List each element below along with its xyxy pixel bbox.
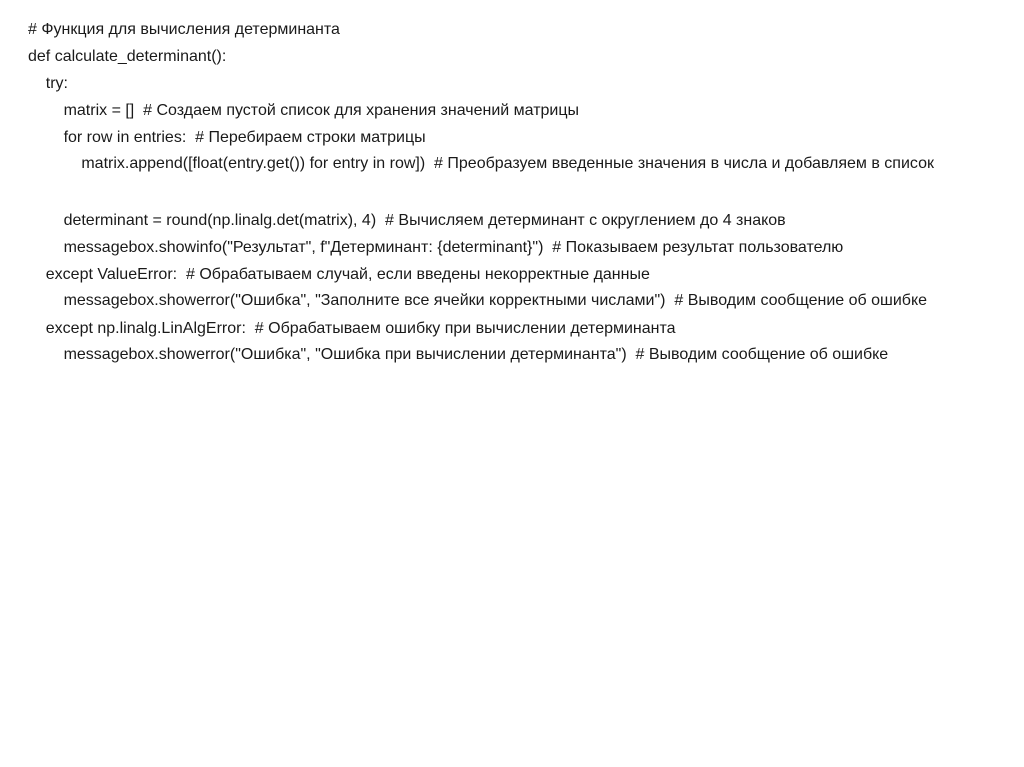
code-line-comment-title: # Функция для вычисления детерминанта bbox=[28, 21, 340, 38]
code-line-showerror-fill: messagebox.showerror("Ошибка", "Заполните все ячейки корректными числами") # Выводим сообщение об ошибке bbox=[28, 292, 928, 309]
code-line-determinant: determinant = round(np.linalg.det(matrix), 4) # Вычисляем детерминант с округлением до 4 знаков bbox=[28, 212, 786, 229]
code-line-blank bbox=[28, 178, 1004, 207]
code-line-except-value-error: except ValueError: # Обрабатываем случай, если введены некорректные данные bbox=[28, 266, 650, 283]
code-line-except-linalg-error: except np.linalg.LinAlgError: # Обрабатываем ошибку при вычислении детерминанта bbox=[28, 320, 676, 337]
code-line-for-row: for row in entries: # Перебираем строки матрицы bbox=[28, 129, 426, 146]
code-line-matrix-init: matrix = [] # Создаем пустой список для хранения значений матрицы bbox=[28, 102, 580, 119]
code-line-showinfo: messagebox.showinfo("Результат", f"Детерминант: {determinant}") # Показываем результат пользователю bbox=[28, 239, 844, 256]
code-line-matrix-append: matrix.append([float(entry.get()) for entry in row]) # Преобразуем введенные значения в числа и добавляем в список bbox=[28, 155, 934, 172]
code-line-def: def calculate_determinant(): bbox=[28, 48, 227, 65]
code-line-showerror-calc: messagebox.showerror("Ошибка", "Ошибка при вычислении детерминанта") # Выводим сообщение об ошибке bbox=[28, 346, 889, 363]
code-block bbox=[28, 16, 1004, 369]
code-line-try: try: bbox=[28, 75, 68, 92]
